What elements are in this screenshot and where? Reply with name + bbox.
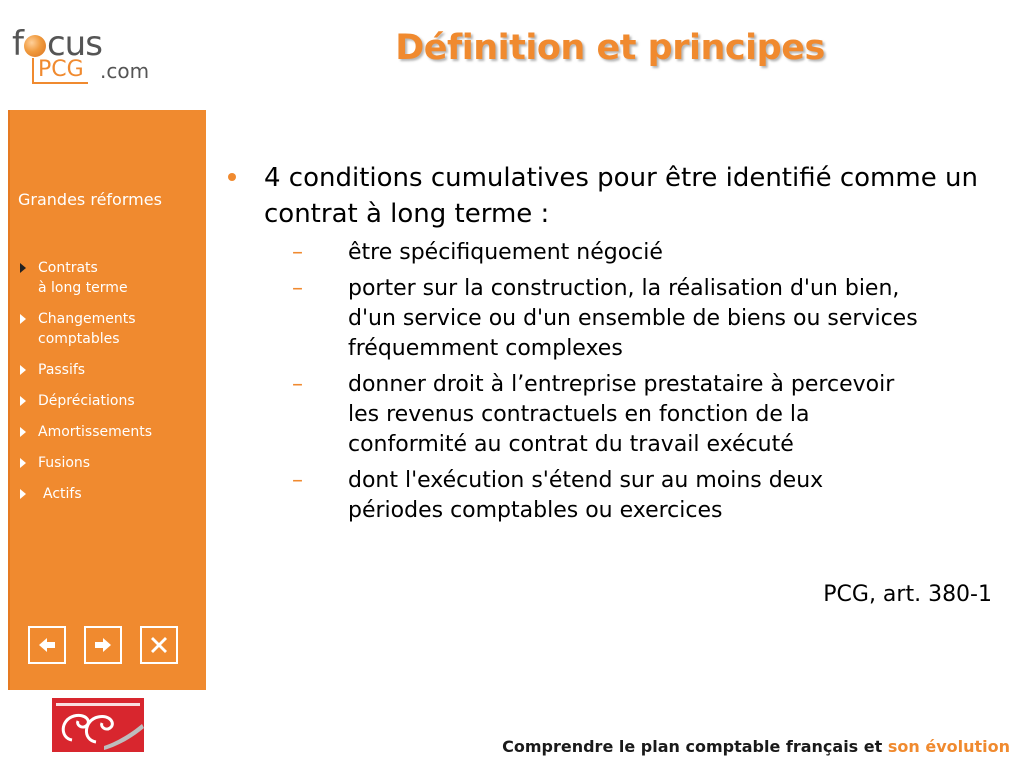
list-item [228,466,1008,526]
bullet-dot-icon [228,173,236,181]
sidebar-item-amortissements[interactable] [18,422,152,442]
sidebar-item-contrats-long-terme[interactable] [18,258,152,298]
arrow-right-icon [93,635,113,655]
caret-right-icon [20,427,26,437]
sub-bullet-text: porter sur la construction, la réalisation d'un bien, d'un service ou d'un ensemble de biens ou services fréquemment complexes [348,276,918,361]
footer-tagline [502,737,1010,756]
list-item [228,370,1008,460]
sidebar-item-actifs[interactable] [18,484,152,504]
caret-right-icon [20,263,26,273]
focus-pcg-logo [12,24,182,86]
sidebar [8,110,206,690]
close-button[interactable] [140,626,178,664]
slide-body [228,160,1008,532]
ordre-experts-comptables-logo [52,698,144,752]
dash-bullet: – [292,468,303,493]
sidebar-item-label: Fusions [38,455,91,471]
sidebar-item-changements-comptables[interactable] [18,309,152,349]
close-icon [149,635,169,655]
logo-wordmark: f cus [12,24,102,64]
caret-right-icon [20,489,26,499]
sub-bullet-list [228,238,1008,526]
citation: PCG, art. 380-1 [823,582,992,607]
dash-bullet: – [292,372,303,397]
sidebar-item-label: Changements comptables [38,311,136,347]
footer-text: Comprendre le plan comptable français et [502,737,883,756]
footer-accent: son évolution [887,737,1010,756]
main-bullet [228,160,1008,232]
dash-bullet: – [292,276,303,301]
sidebar-item-label: Passifs [38,362,86,378]
logo-ball-icon [24,35,46,57]
caret-right-icon [20,458,26,468]
page-title: Définition et principes [395,28,825,68]
next-button[interactable] [84,626,122,664]
slide-navigation [28,626,188,668]
caret-right-icon [20,314,26,324]
sidebar-item-label: Amortissements [38,424,153,440]
sidebar-item-depreciations[interactable] [18,391,152,411]
sub-bullet-text: dont l'exécution s'étend sur au moins deux périodes comptables ou exercices [348,468,824,523]
logo-dotcom: .com [100,59,150,83]
sidebar-nav [18,258,152,515]
sidebar-item-passifs[interactable] [18,360,152,380]
caret-right-icon [20,396,26,406]
sub-bullet-text: être spécifiquement négocié [348,240,663,265]
sidebar-item-label: Contrats à long terme [38,260,128,296]
sub-bullet-text: donner droit à l’entreprise prestataire à percevoir les revenus contractuels en fonction de la conformité au contrat du travail exécuté [348,372,895,457]
sidebar-item-label: Dépréciations [38,393,135,409]
previous-button[interactable] [28,626,66,664]
logo-pcg: PCG [32,58,88,84]
list-item [228,274,1008,364]
list-item [228,238,1008,268]
sidebar-heading: Grandes réformes [18,190,162,209]
arrow-left-icon [37,635,57,655]
main-bullet-text: 4 conditions cumulatives pour être identifié comme un contrat à long terme : [264,163,978,229]
caret-right-icon [20,365,26,375]
sidebar-item-fusions[interactable] [18,453,152,473]
sidebar-item-label: Actifs [43,486,82,502]
dash-bullet: – [292,240,303,265]
